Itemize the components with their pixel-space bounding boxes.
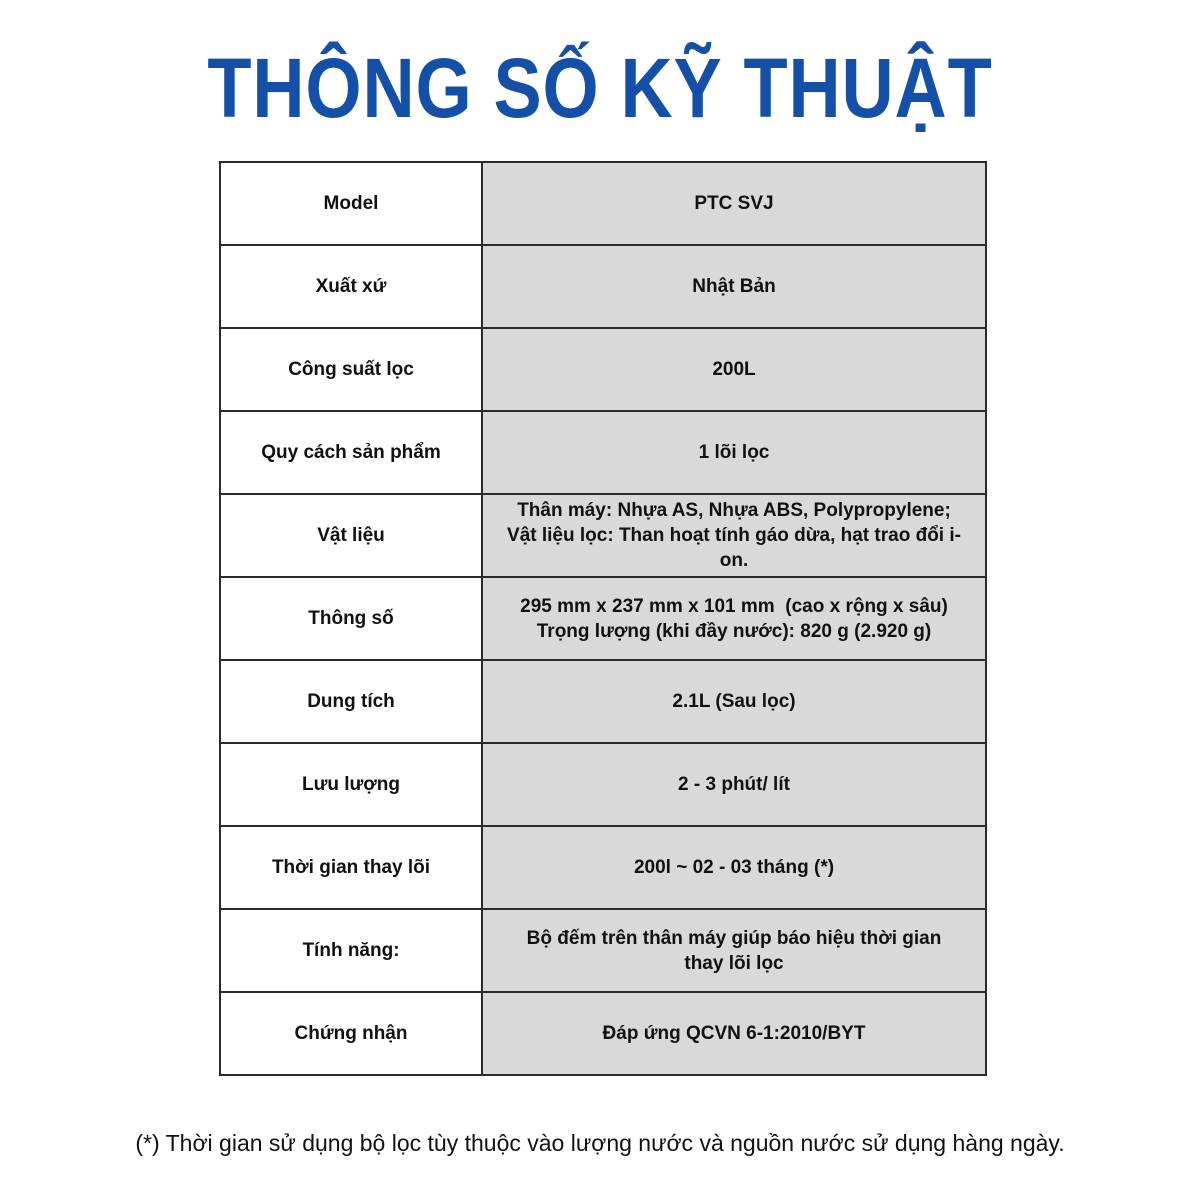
row-value-line: 200L	[712, 359, 756, 380]
row-value	[482, 826, 986, 909]
table-row	[220, 245, 986, 328]
row-value-line: 295 mm x 237 mm x 101 mm (cao x rộng x sâu)	[520, 595, 948, 617]
row-value	[482, 328, 986, 411]
row-value	[482, 411, 986, 494]
table-row	[220, 660, 986, 743]
table-row	[220, 577, 986, 660]
table-row	[220, 743, 986, 826]
row-value	[482, 162, 986, 245]
row-value-line: PTC SVJ	[694, 193, 774, 214]
row-label: Dung tích	[220, 660, 482, 743]
row-value-line: Nhật Bản	[692, 276, 776, 297]
row-value-line: 1 lõi lọc	[698, 442, 770, 463]
row-value	[482, 245, 986, 328]
row-label: Model	[220, 162, 482, 245]
footnote: (*) Thời gian sử dụng bộ lọc tùy thuộc vào lượng nước và nguồn nước sử dụng hàng ngày.	[135, 1130, 1065, 1156]
row-value-line: Vật liệu lọc: Than hoạt tính gáo dừa, hạt trao đổi i-on.	[507, 525, 961, 571]
row-value-line: 2 - 3 phút/ lít	[678, 774, 790, 795]
row-label: Xuất xứ	[220, 245, 482, 328]
row-label: Công suất lọc	[220, 328, 482, 411]
table-row	[220, 328, 986, 411]
row-value-line: thay lõi lọc	[684, 952, 784, 974]
row-value	[482, 909, 986, 992]
table-row	[220, 494, 986, 577]
row-value	[482, 660, 986, 743]
row-label: Thông số	[220, 577, 482, 660]
row-value	[482, 577, 986, 660]
row-label: Lưu lượng	[220, 743, 482, 826]
table-row	[220, 909, 986, 992]
row-value-line: Bộ đếm trên thân máy giúp báo hiệu thời gian	[526, 927, 942, 949]
table-row	[220, 992, 986, 1075]
page-title: THÔNG SỐ KỸ THUẬT	[207, 41, 993, 135]
row-value-line: Thân máy: Nhựa AS, Nhựa ABS, Polypropylene;	[517, 500, 951, 521]
table-row	[220, 826, 986, 909]
row-value-line: Đáp ứng QCVN 6-1:2010/BYT	[602, 1023, 866, 1044]
row-value	[482, 743, 986, 826]
table-row	[220, 162, 986, 245]
row-label: Thời gian thay lõi	[220, 826, 482, 909]
row-label: Vật liệu	[220, 494, 482, 577]
row-value-line: 2.1L (Sau lọc)	[672, 691, 796, 712]
spec-table	[219, 161, 987, 1076]
row-value-line: Trọng lượng (khi đầy nước): 820 g (2.920 g)	[536, 620, 932, 642]
row-value	[482, 494, 986, 577]
row-value	[482, 992, 986, 1075]
row-label: Quy cách sản phẩm	[220, 411, 482, 494]
row-value-line: 200l ~ 02 - 03 tháng (*)	[633, 857, 835, 878]
table-row	[220, 411, 986, 494]
row-label: Chứng nhận	[220, 992, 482, 1075]
row-label: Tính năng:	[220, 909, 482, 992]
